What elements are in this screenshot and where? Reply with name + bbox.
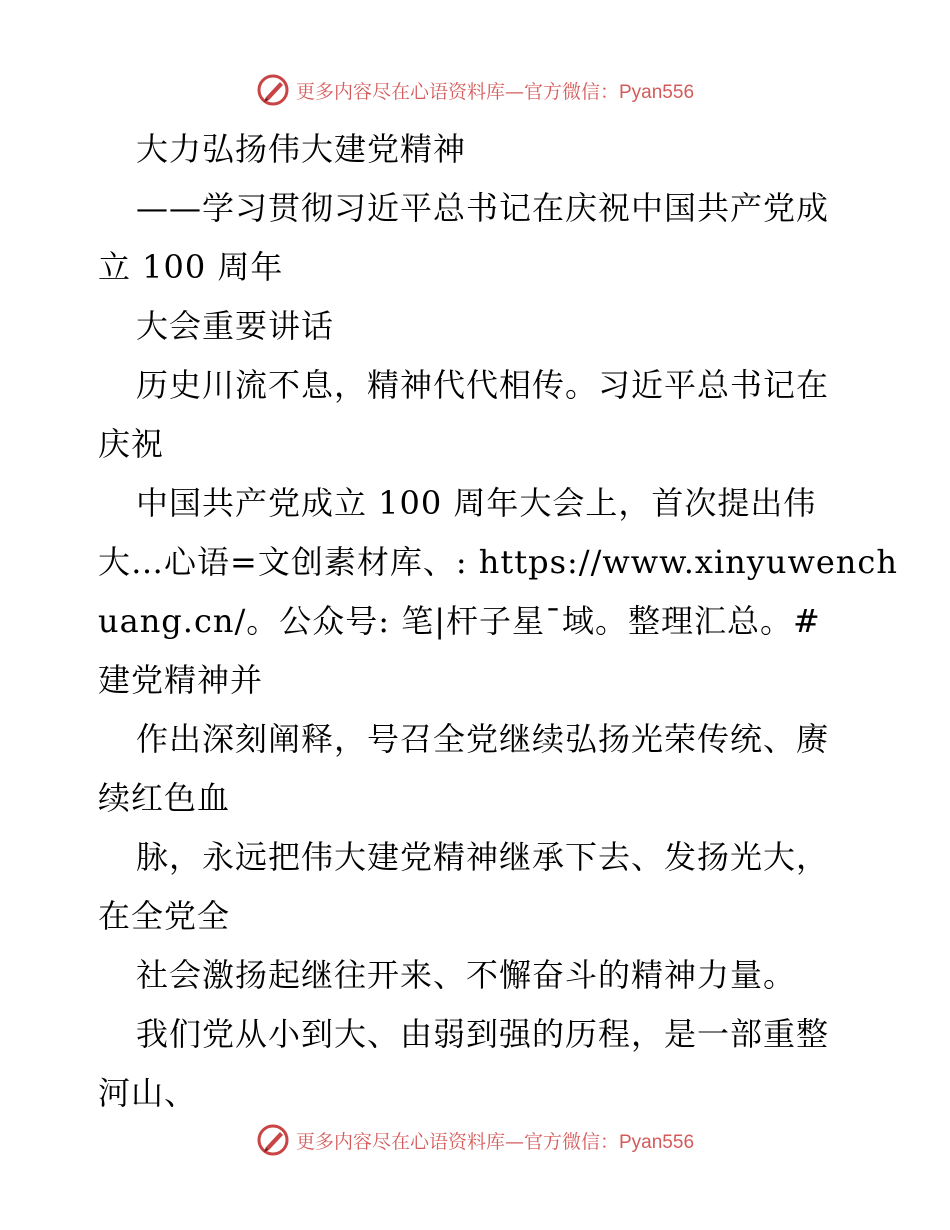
watermark-wechat-id: Pyan556 — [619, 81, 695, 103]
text-line: 大力弘扬伟大建党精神 — [136, 130, 467, 168]
pen-logo-icon — [256, 73, 290, 107]
document-body — [98, 120, 898, 1123]
header-watermark — [0, 70, 950, 110]
text-line: 在全党全 — [98, 897, 231, 935]
text-line: 历史川流不息，精神代代相传。习近平总书记在 — [136, 366, 830, 404]
text-line: 立 100 周年 — [98, 248, 284, 286]
text-line: uang.cn/。公众号: 笔|杆子星¯域。整理汇总。# — [98, 602, 821, 640]
watermark-text: 更多内容尽在心语资料库—官方微信：Pyan556 — [295, 1130, 695, 1153]
footer-watermark — [0, 1120, 950, 1160]
text-line: 社会激扬起继往开来、不懈奋斗的精神力量。 — [136, 956, 797, 994]
text-line: ——学习贯彻习近平总书记在庆祝中国共产党成 — [136, 189, 830, 227]
text-line: 作出深刻阐释，号召全党继续弘扬光荣传统、赓 — [136, 720, 830, 758]
text-line: 脉，永远把伟大建党精神继承下去、发扬光大， — [136, 838, 830, 876]
text-line: 建党精神并 — [98, 661, 264, 699]
text-line: 我们党从小到大、由弱到强的历程，是一部重整 — [136, 1015, 830, 1053]
text-line: 续红色血 — [98, 779, 231, 817]
text-line: 中国共产党成立 100 周年大会上，首次提出伟 — [136, 484, 817, 522]
watermark-wechat-id: Pyan556 — [619, 1131, 695, 1153]
pen-logo-icon — [256, 1123, 290, 1157]
text-line: 庆祝 — [98, 425, 165, 463]
text-line: 大…心语=文创素材库、: https://www.xinyuwench — [98, 543, 898, 581]
text-line: 大会重要讲话 — [136, 307, 335, 345]
watermark-text: 更多内容尽在心语资料库—官方微信：Pyan556 — [295, 80, 695, 103]
text-line: 河山、 — [98, 1074, 198, 1112]
